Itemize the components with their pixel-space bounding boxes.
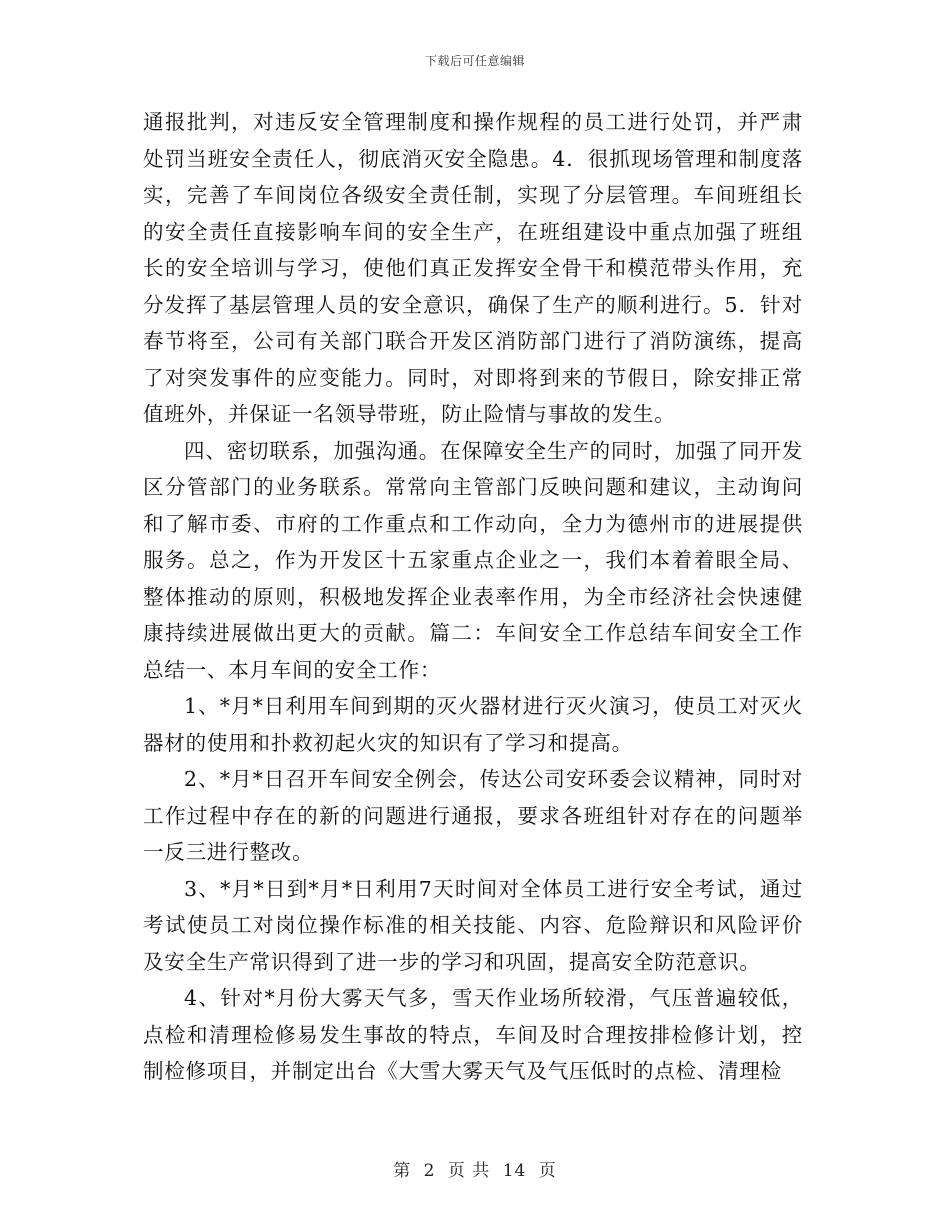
paragraph-6: 4、针对*月份大雾天气多，雪天作业场所较滑，气压普遍较低，点检和清理检修易发生事故的特点，车间及时合理按排检修计划，控制检修项目，并制定出台《大雪大雾天气及气压低时的点检、清理检	[143, 986, 803, 1083]
paragraph-4: 2、*月*日召开车间安全例会，传达公司安环委会议精神，同时对工作过程中存在的新的问题进行通报，要求各班组针对存在的问题举一反三进行整改。	[143, 767, 803, 864]
page-header: 下载后可任意编辑	[424, 54, 525, 68]
paragraph-3: 1、*月*日利用车间到期的灭火器材进行灭火演习，使员工对灭火器材的使用和扑救初起火灾的知识有了学习和提高。	[143, 694, 803, 755]
footer-total-pages: 14	[502, 1161, 527, 1181]
footer-prefix: 第	[393, 1161, 412, 1181]
footer-middle: 页 共	[447, 1161, 491, 1181]
page-footer	[0, 1156, 950, 1181]
footer-page-number: 2	[423, 1161, 436, 1181]
document-body	[143, 104, 803, 1090]
paragraph-2: 四、密切联系，加强沟通。在保障安全生产的同时，加强了同开发区分管部门的业务联系。常常向主管部门反映问题和建议，主动询问和了解市委、市府的工作重点和工作动向，全力为德州市的进展提供服务。总之，作为开发区十五家重点企业之一，我们本着着眼全局、整体推动的原则，积极地发挥企业表率作用，为全市经济社会快速健康持续进展做出更大的贡献。篇二：车间安全工作总结车间安全工作总结一、本月车间的安全工作：	[143, 438, 803, 682]
paragraph-5: 3、*月*日到*月*日利用7天时间对全体员工进行安全考试，通过考试使员工对岗位操作标准的相关技能、内容、危险辩识和风险评价及安全生产常识得到了进一步的学习和巩固，提高安全防范意识。	[143, 876, 803, 974]
footer-suffix: 页	[538, 1161, 557, 1181]
paragraph-1: 通报批判，对违反安全管理制度和操作规程的员工进行处罚，并严肃处罚当班安全责任人，彻底消灭安全隐患。4．很抓现场管理和制度落实，完善了车间岗位各级安全责任制，实现了分层管理。车间班组长的安全责任直接影响车间的安全生产，在班组建设中重点加强了班组长的安全培训与学习，使他们真正发挥安全骨干和模范带头作用，充分发挥了基层管理人员的安全意识，确保了生产的顺利进行。5．针对春节将至，公司有关部门联合开发区消防部门进行了消防演练，提高了对突发事件的应变能力。同时，对即将到来的节假日，除安排正常值班外，并保证一名领导带班，防止险情与事故的发生。	[143, 110, 803, 426]
